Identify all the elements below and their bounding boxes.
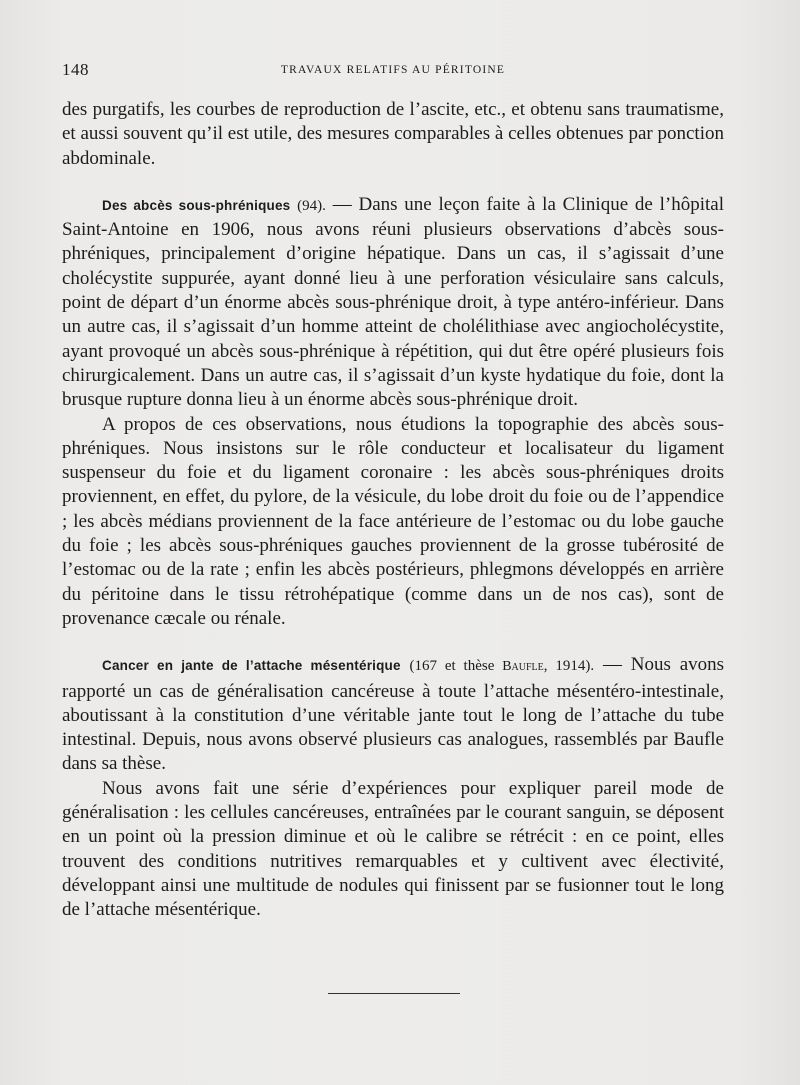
section-paragraph: — Nous avons rapporté un cas de généralisation cancéreuse à toute l’attache mésentéro-intestinale, aboutissant à la constitution d’une véritable jante tout le long de l’attache du tube intestinal. Depuis, nous avons observé plusieurs cas analogues, rassemblés par Baufle dans sa thèse. xyxy=(62,654,725,775)
continuation-paragraph: des purgatifs, les courbes de reproduction de l’ascite, etc., et obtenu sans traumatisme, et aussi souvent qu’il est utile, des mesures comparables à celles obtenues par ponction abdominale. xyxy=(62,99,724,169)
page-body xyxy=(62,98,724,923)
page-number: 148 xyxy=(62,60,89,79)
section-paragraph: A propos de ces observations, nous étudions la topographie des abcès sous-phréniques. Nous insistons sur le rôle conducteur et localisateur du ligament suspenseur du foie et du ligament coronaire : les abcès sous-phréniques droits proviennent, en effet, du pylore, de la vésicule, du lobe droit du foie ou de l’appendice ; les abcès médians proviennent de la face antérieure de l’estomac ou du lobe gauche du foie ; les abcès sous-phréniques gauches proviennent de la grosse tubérosité de l’estomac ou de la rate ; enfin les abcès postérieurs, phlegmons développés en arrière du péritoine dans le tissu rétrohépatique (comme dans un de nos cas), sont de provenance cæcale ou rénale. xyxy=(62,413,724,629)
section-subphrenic-abscess xyxy=(62,193,724,413)
section-reference: (167 et thèse Baufle, 1914). xyxy=(409,658,595,675)
section-gap xyxy=(62,631,724,653)
end-rule xyxy=(328,993,460,994)
running-title: TRAVAUX RELATIFS AU PÉRITOINE xyxy=(280,64,506,76)
section-paragraph: Nous avons fait une série d’expériences pour expliquer pareil mode de généralisation : les cellules cancéreuses, entraînées par le courant sanguin, se déposent en un point où la pression diminue et où le calibre se rétrécit : en ce point, elles trouvent des conditions nutritives remarquables et y cultivent avec électivité, développant ainsi une multitude de nodules qui finissent par se fusionner tout le long de l’attache mésentérique. xyxy=(62,777,724,921)
section-title-subphrenic-abscess: Des abcès sous-phréniques xyxy=(102,197,291,213)
section-paragraph: — Dans une leçon faite à la Clinique de l’hôpital Saint-Antoine en 1906, nous avons réuni plusieurs observations d’abcès sous-phréniques, principalement d’origine hépatique. Dans un cas, il s’agissait d’une cholécystite suppurée, ayant donné lieu à une perforation vésiculaire sans calculs, point de départ d’un énorme abcès sous-phrénique droit, à type antéro-inférieur. Dans un autre cas, il s’agissait d’un homme atteint de cholélithiase avec angiocholécystite, ayant provoqué un abcès sous-phrénique à répétition, qui dut être opéré plusieurs fois chirurgicalement. Dans un autre cas, il s’agissait d’un kyste hydatique du foie, dont la brusque rupture donna lieu à un énorme abcès sous-phrénique droit. xyxy=(62,193,724,411)
section-title-mesenteric-cancer: Cancer en jante de l’attache mésentérique xyxy=(102,658,401,674)
section-gap xyxy=(62,171,724,193)
section-mesenteric-cancer xyxy=(62,653,724,776)
section-reference: (94). xyxy=(297,197,326,214)
reference-author: Baufle xyxy=(502,659,544,675)
page-header xyxy=(62,60,724,82)
